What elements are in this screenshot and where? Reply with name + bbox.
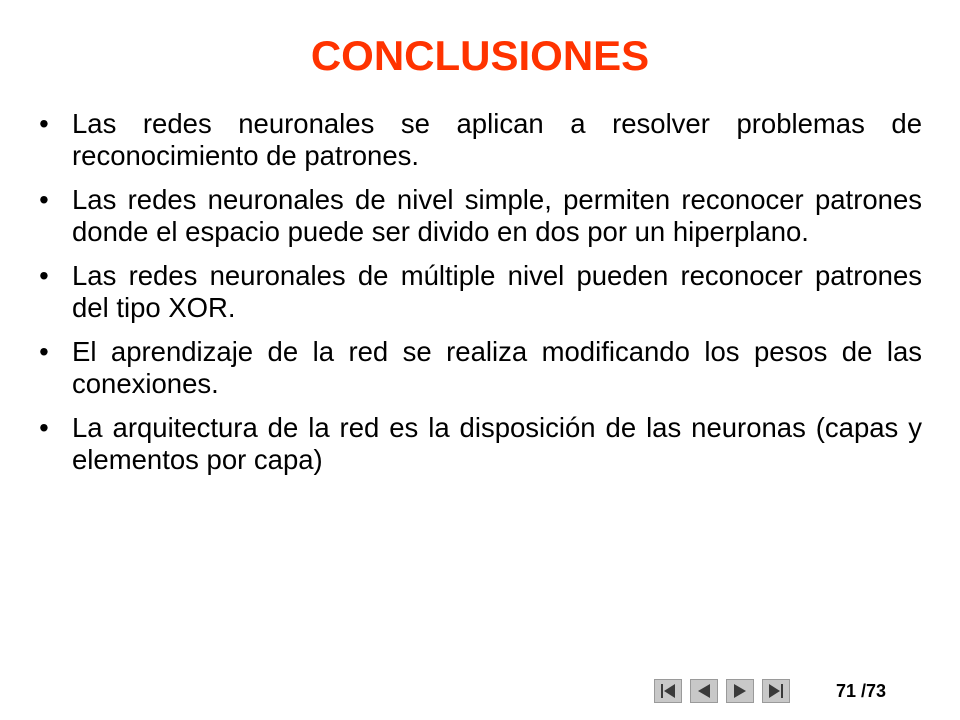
bullet-dot: • [39,412,49,443]
bullet-item [34,412,922,476]
next-slide-icon [731,683,749,699]
bullet-dot: • [39,260,49,291]
bullet-dot: • [39,108,49,139]
last-slide-button[interactable] [762,679,790,703]
bullet-text: Las redes neuronales de múltiple nivel pueden reconocer patrones del tipo XOR. [72,260,922,323]
bullet-item [34,108,922,172]
bullet-text: La arquitectura de la red es la disposición de las neuronas (capas y elementos por capa) [72,412,922,475]
bullet-text: Las redes neuronales de nivel simple, permiten reconocer patrones donde el espacio puede ser divido en dos por un hiperplano. [72,184,922,247]
next-slide-button[interactable] [726,679,754,703]
bullet-dot: • [39,336,49,367]
bullet-item [34,260,922,324]
page-indicator: 71 /73 [836,681,887,701]
last-slide-icon [767,683,785,699]
previous-slide-button[interactable] [690,679,718,703]
first-slide-icon [659,683,677,699]
bullet-text: Las redes neuronales se aplican a resolver problemas de reconocimiento de patrones. [72,108,922,171]
bullet-item [34,184,922,248]
bullet-list [34,108,922,488]
slide-navigation [654,679,790,703]
bullet-dot: • [39,184,49,215]
previous-slide-icon [695,683,713,699]
bullet-item [34,336,922,400]
first-slide-button[interactable] [654,679,682,703]
slide-title: CONCLUSIONES [310,32,650,79]
bullet-text: El aprendizaje de la red se realiza modificando los pesos de las conexiones. [72,336,922,399]
